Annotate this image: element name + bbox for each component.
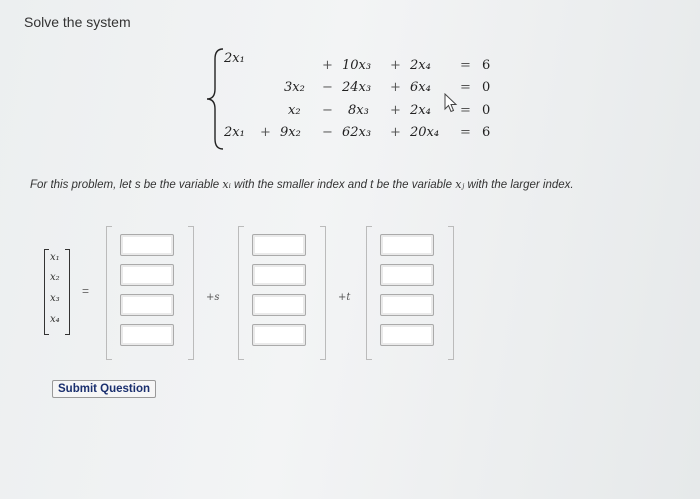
s-left-bracket xyxy=(238,226,244,360)
eq1-term-x1: 2x₁ xyxy=(224,51,245,66)
vector-x2: x₂ xyxy=(50,272,60,283)
eq4-term-x1: 2x₁ xyxy=(224,125,245,140)
s-parameter-label: +s xyxy=(206,292,220,303)
s-coef-input-3[interactable] xyxy=(252,294,306,316)
eq3-op4: + xyxy=(390,103,401,118)
t-coef-input-3[interactable] xyxy=(380,294,434,316)
instructions-part3: with the larger index. xyxy=(464,179,574,191)
instructions-part1: For this problem, let s be the variable xyxy=(30,179,223,191)
eq4-term-x3: 62x₃ xyxy=(342,125,372,140)
eq4-equals: = xyxy=(460,125,471,140)
eq1-rhs: 6 xyxy=(482,58,491,73)
eq1-term-x3: 10x₃ xyxy=(342,58,372,73)
eq3-op3: − xyxy=(322,103,333,118)
variable-xj: xⱼ xyxy=(455,178,465,191)
eq2-op4: + xyxy=(390,80,401,95)
eq1-op4: + xyxy=(390,58,401,73)
eq3-rhs: 0 xyxy=(482,103,491,118)
eq4-op4: + xyxy=(390,125,401,140)
eq1-term-x4: 2x₄ xyxy=(410,58,431,73)
mouse-pointer-icon xyxy=(444,93,458,113)
eq4-op2: + xyxy=(260,125,271,140)
eq4-rhs: 6 xyxy=(482,125,491,140)
eq3-term-x4: 2x₄ xyxy=(410,103,431,118)
eq4-op3: − xyxy=(322,125,333,140)
t-coef-input-1[interactable] xyxy=(380,234,434,256)
vector-x1: x₁ xyxy=(50,252,60,263)
s-coef-input-2[interactable] xyxy=(252,264,306,286)
constant-left-bracket xyxy=(106,226,112,360)
t-coefficient-vector xyxy=(366,226,454,358)
left-brace xyxy=(204,47,226,151)
page-title: Solve the system xyxy=(24,14,131,30)
t-parameter-label: +t xyxy=(338,292,351,303)
submit-question-button[interactable]: Submit Question xyxy=(52,380,156,398)
s-coef-input-4[interactable] xyxy=(252,324,306,346)
eq2-equals: = xyxy=(460,80,471,95)
t-right-bracket xyxy=(448,226,454,360)
constant-input-2[interactable] xyxy=(120,264,174,286)
constant-vector xyxy=(106,226,194,358)
constant-input-3[interactable] xyxy=(120,294,174,316)
s-right-bracket xyxy=(320,226,326,360)
eq3-term-x2: x₂ xyxy=(288,103,301,118)
eq2-op3: − xyxy=(322,80,333,95)
eq4-term-x4: 20x₄ xyxy=(410,125,440,140)
variable-xi: xᵢ xyxy=(222,178,231,191)
instructions xyxy=(30,177,660,193)
eq1-op3: + xyxy=(322,58,333,73)
constant-input-4[interactable] xyxy=(120,324,174,346)
eq2-term-x2: 3x₂ xyxy=(284,80,305,95)
equals-sign: = xyxy=(82,284,90,298)
vector-x4: x₄ xyxy=(50,314,60,325)
eq3-equals: = xyxy=(460,103,471,118)
vector-right-bracket xyxy=(65,249,70,335)
constant-right-bracket xyxy=(188,226,194,360)
eq3-term-x3: 8x₃ xyxy=(348,103,369,118)
constant-input-1[interactable] xyxy=(120,234,174,256)
s-coefficient-vector xyxy=(238,226,326,358)
vector-left-bracket xyxy=(44,249,49,335)
eq2-rhs: 0 xyxy=(482,80,491,95)
eq2-term-x3: 24x₃ xyxy=(342,80,372,95)
t-coef-input-2[interactable] xyxy=(380,264,434,286)
unknowns-vector xyxy=(44,249,70,333)
eq1-equals: = xyxy=(460,58,471,73)
t-coef-input-4[interactable] xyxy=(380,324,434,346)
s-coef-input-1[interactable] xyxy=(252,234,306,256)
eq2-term-x4: 6x₄ xyxy=(410,80,431,95)
t-left-bracket xyxy=(366,226,372,360)
vector-x3: x₃ xyxy=(50,293,60,304)
eq4-term-x2: 9x₂ xyxy=(280,125,301,140)
instructions-part2: with the smaller index and t be the variable xyxy=(230,179,456,191)
